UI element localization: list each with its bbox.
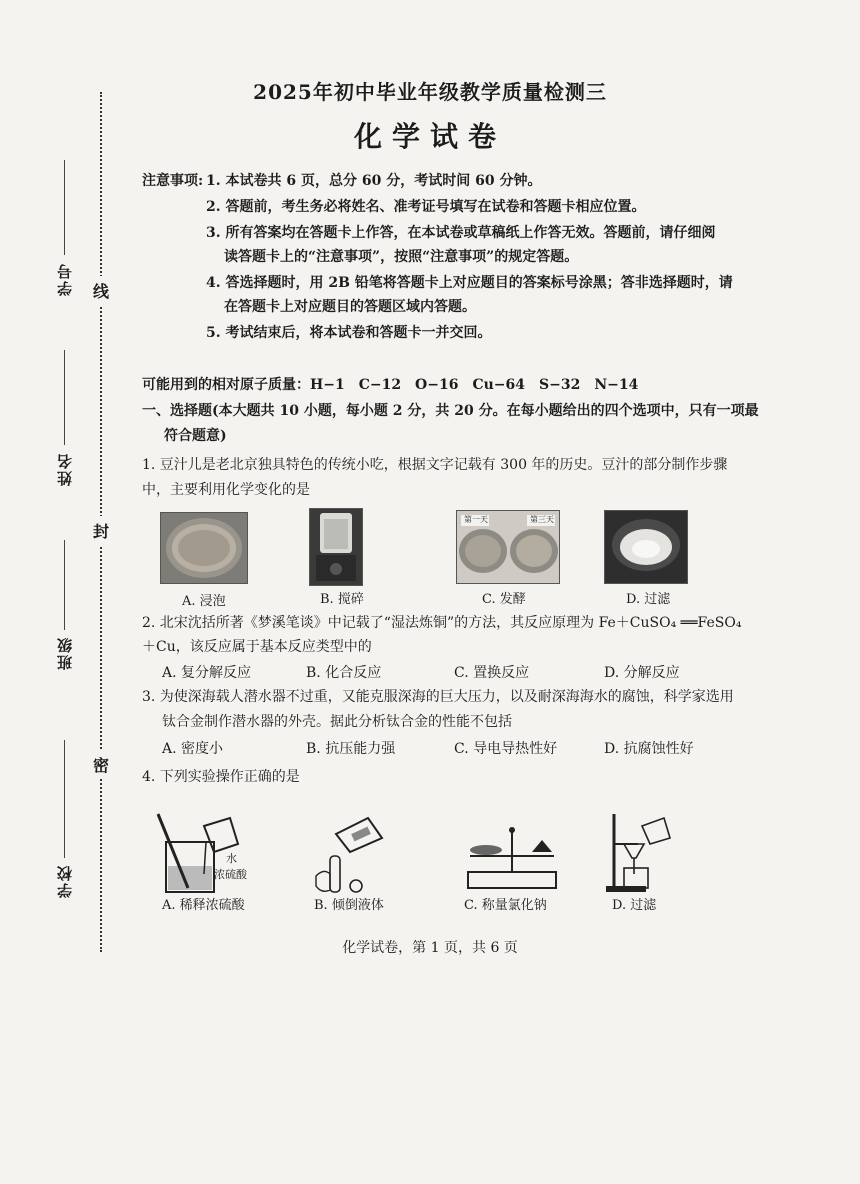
- filter-setup-diagram: [604, 812, 678, 894]
- notice-item: 2. 答题前，考生务必将姓名、准考证号填写在试卷和答题卡相应位置。: [206, 199, 646, 215]
- notice-item: 在答题卡上对应题目的答题区域内答题。: [224, 299, 476, 315]
- class-field[interactable]: [64, 540, 65, 630]
- first-day-label: 第一天: [464, 515, 488, 524]
- blending-photo: [309, 508, 363, 586]
- exam-title: 2025年初中毕业年级教学质量检测三: [253, 80, 607, 104]
- class-label: 班级: [56, 636, 74, 670]
- filtering-photo: [604, 510, 688, 584]
- seal-char-xian: 线: [93, 276, 109, 305]
- question-3-text-cont: 钛合金制作潜水器的外壳。据此分析钛合金的性能不包括: [162, 714, 512, 730]
- q3-option-c[interactable]: C. 导电导热性好: [454, 741, 558, 757]
- q4-option-b[interactable]: B. 倾倒液体: [314, 898, 384, 913]
- question-2-text-cont: ＋Cu，该反应属于基本反应类型中的: [142, 639, 372, 655]
- acid-label: 浓硫酸: [214, 868, 247, 881]
- q2-option-a[interactable]: A. 复分解反应: [162, 665, 252, 681]
- notice-item: 3. 所有答案均在答题卡上作答，在本试卷或草稿纸上作答无效。答题前，请仔细阅: [206, 225, 716, 241]
- question-1-text: 1. 豆汁儿是老北京独具特色的传统小吃，根据文字记载有 300 年的历史。豆汁的部分制作步骤: [142, 457, 728, 473]
- school-label: 学校: [56, 864, 74, 898]
- notice-item: 1. 本试卷共 6 页，总分 60 分，考试时间 60 分钟。: [206, 173, 542, 189]
- question-3-text: 3. 为使深海载人潜水器不过重，又能克服深海的巨大压力，以及耐深海海水的腐蚀，科学家选用: [142, 689, 734, 705]
- third-day-label: 第三天: [530, 515, 554, 524]
- q1-option-b[interactable]: B. 搅碎: [320, 592, 364, 607]
- balance-scale-diagram: [462, 822, 562, 892]
- q4-option-c[interactable]: C. 称量氯化钠: [464, 898, 547, 913]
- page-footer: 化学试卷，第 1 页，共 6 页: [342, 940, 518, 956]
- filtering-pot-icon: [605, 511, 687, 583]
- q1-option-c[interactable]: C. 发酵: [482, 592, 526, 607]
- section-title-cont: 符合题意): [164, 428, 227, 444]
- atomic-mass-line: 可能用到的相对原子质量：H−1 C−12 O−16 Cu−64 S−32 N−14: [142, 377, 639, 393]
- q3-option-d[interactable]: D. 抗腐蚀性好: [604, 741, 694, 757]
- q3-option-b[interactable]: B. 抗压能力强: [306, 741, 396, 757]
- q2-option-c[interactable]: C. 置换反应: [454, 665, 530, 681]
- section-title: 一、选择题(本大题共 10 小题，每小题 2 分，共 20 分。在每小题给出的四个选项中，只有一项最: [142, 403, 759, 419]
- pour-liquid-diagram: [306, 816, 390, 896]
- name-label: 姓名: [56, 452, 74, 486]
- notice-item: 4. 答选择题时，用 2B 铅笔将答题卡上对应题目的答案标号涂黑；答非选择题时，请: [206, 275, 733, 291]
- q1-option-a[interactable]: A. 浸泡: [182, 594, 226, 609]
- soaking-photo-icon: [161, 513, 247, 583]
- q2-option-d[interactable]: D. 分解反应: [604, 665, 680, 681]
- subject-title: 化学试卷: [353, 120, 506, 153]
- question-1-text-cont: 中，主要利用化学变化的是: [142, 482, 310, 498]
- q3-option-a[interactable]: A. 密度小: [162, 741, 224, 757]
- notice-label: 注意事项:: [142, 173, 204, 189]
- blender-icon: [310, 509, 362, 585]
- school-field[interactable]: [64, 740, 65, 858]
- student-id-field[interactable]: [64, 160, 65, 255]
- q2-option-b[interactable]: B. 化合反应: [306, 665, 382, 681]
- notice-item: 5. 考试结束后，将本试卷和答题卡一并交回。: [206, 325, 492, 341]
- q1-option-d[interactable]: D. 过滤: [626, 592, 671, 607]
- q4-option-d[interactable]: D. 过滤: [612, 898, 657, 913]
- notice-item: 读答题卡上的“注意事项”，按照“注意事项”的规定答题。: [224, 249, 579, 265]
- soaking-photo: [160, 512, 248, 584]
- water-label: 水: [226, 852, 237, 865]
- name-field[interactable]: [64, 350, 65, 445]
- fermenting-photo: [456, 510, 560, 584]
- question-4-text: 4. 下列实验操作正确的是: [142, 769, 300, 785]
- seal-char-mi: 密: [93, 750, 109, 779]
- student-id-label: 学号: [56, 262, 74, 296]
- dilute-sulfuric-acid-diagram: [158, 814, 254, 894]
- q4-option-a[interactable]: A. 稀释浓硫酸: [162, 898, 245, 913]
- seal-char-feng: 封: [93, 516, 109, 545]
- question-2-text: 2. 北宋沈括所著《梦溪笔谈》中记载了“湿法炼铜”的方法，其反应原理为 Fe＋CuSO₄ ══FeSO₄: [142, 615, 742, 631]
